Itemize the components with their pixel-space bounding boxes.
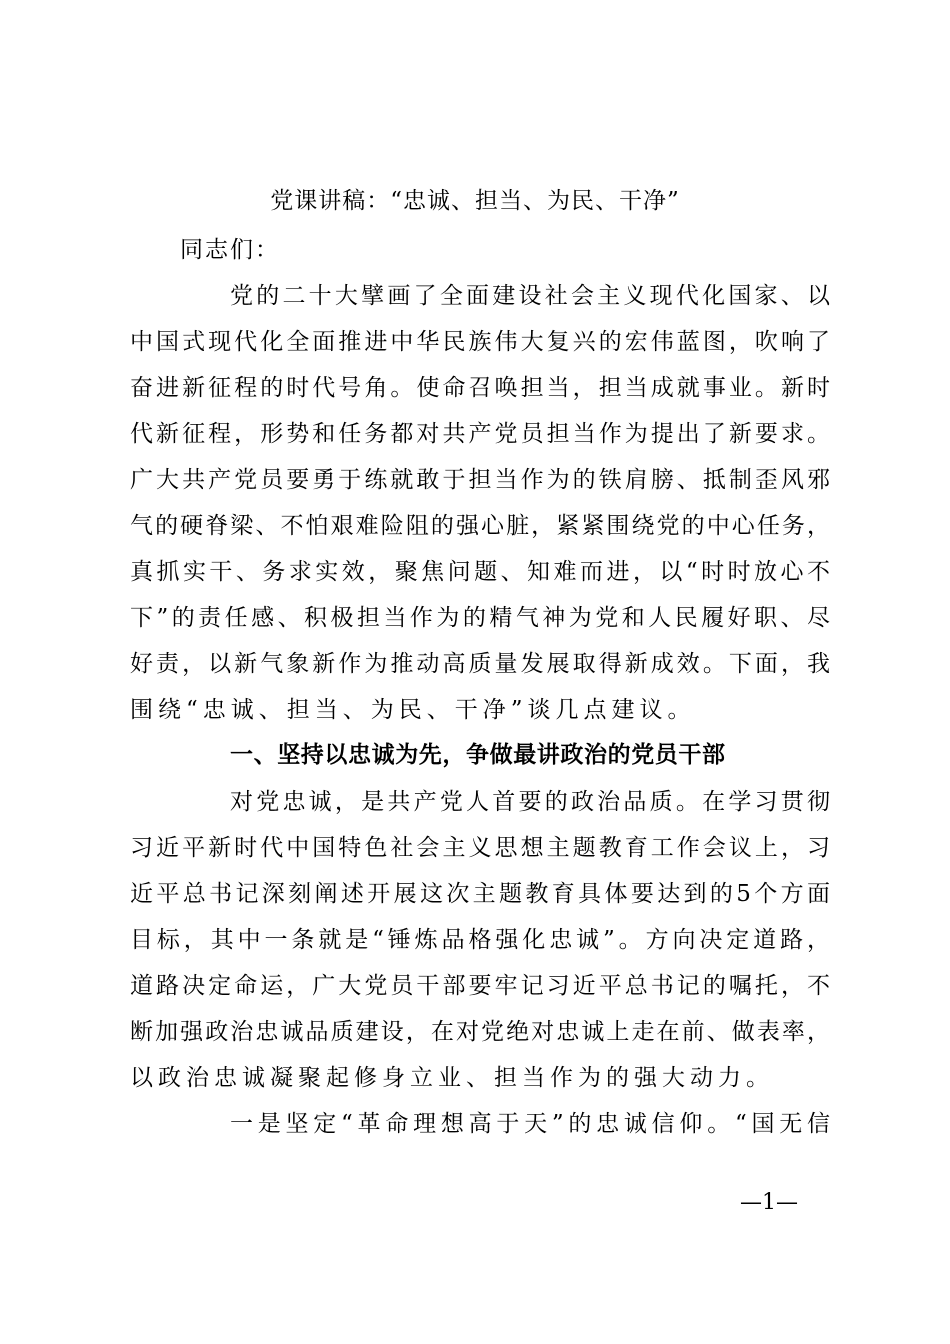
paragraph-line: 以政治忠诚凝聚起修身立业、担当作为的强大动力。 [130, 1065, 774, 1091]
paragraph-line: 一是坚定“革命理想高于天”的忠诚信仰。“国无信 [230, 1111, 830, 1137]
paragraph-line: 下”的责任感、积极担当作为的精气神为党和人民履好职、尽 [130, 605, 830, 631]
paragraph-line: 习近平新时代中国特色社会主义思想主题教育工作会议上，习 [130, 835, 830, 861]
page-number: —1— [740, 1190, 798, 1215]
paragraph-line: 好责，以新气象新作为推动高质量发展取得新成效。下面，我 [130, 651, 830, 677]
paragraph-line: 代新征程，形势和任务都对共产党员担当作为提出了新要求。 [130, 421, 830, 447]
paragraph-line: 奋进新征程的时代号角。使命召唤担当，担当成就事业。新时 [130, 375, 830, 401]
paragraph-line: 围绕“忠诚、担当、为民、干净”谈几点建议。 [130, 697, 696, 723]
paragraph-line: 近平总书记深刻阐述开展这次主题教育具体要达到的5个方面 [130, 881, 830, 907]
section-heading: 一、坚持以忠诚为先，争做最讲政治的党员干部 [230, 742, 726, 768]
paragraph-line: 断加强政治忠诚品质建设，在对党绝对忠诚上走在前、做表率， [130, 1019, 830, 1045]
paragraph-line: 党的二十大擘画了全面建设社会主义现代化国家、以 [230, 283, 830, 309]
paragraph-line: 对党忠诚，是共产党人首要的政治品质。在学习贯彻 [230, 789, 830, 815]
document-title: 党课讲稿：“忠诚、担当、为民、干净” [270, 188, 680, 214]
paragraph-line: 真抓实干、务求实效，聚焦问题、知难而进，以“时时放心不 [130, 559, 830, 585]
paragraph-line: 广大共产党员要勇于练就敢于担当作为的铁肩膀、抵制歪风邪 [130, 467, 830, 493]
paragraph-line: 气的硬脊梁、不怕艰难险阻的强心脏，紧紧围绕党的中心任务， [130, 513, 830, 539]
paragraph-line: 道路决定命运，广大党员干部要牢记习近平总书记的嘱托，不 [130, 973, 830, 999]
greeting: 同志们： [180, 237, 280, 263]
paragraph-line: 目标，其中一条就是“锤炼品格强化忠诚”。方向决定道路， [130, 927, 830, 953]
paragraph-line: 中国式现代化全面推进中华民族伟大复兴的宏伟蓝图，吹响了 [130, 329, 830, 355]
